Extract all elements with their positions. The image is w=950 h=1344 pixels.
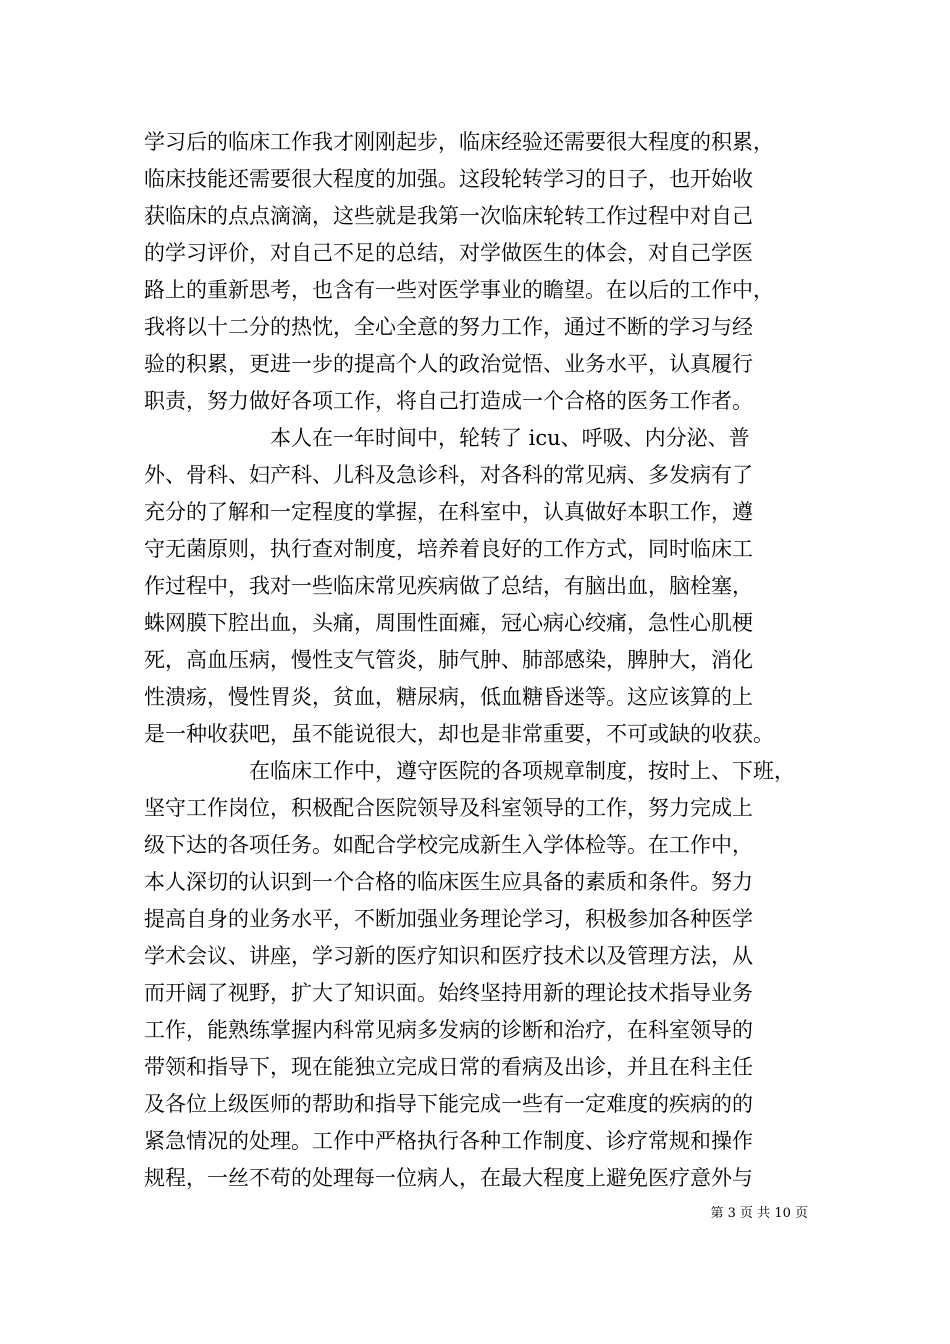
text-line: 规程，一丝不苟的处理每一位病人，在最大程度上避免医疗意外与 (144, 1166, 753, 1190)
text-line: 外、骨科、妇产科、儿科及急诊科，对各科的常见病、多发病有了 (144, 463, 753, 487)
text-line: 我将以十二分的热忱，全心全意的努力工作，通过不断的学习与经 (144, 315, 753, 339)
text-line: 的学习评价，对自己不足的总结，对学做医生的体会，对自己学医 (144, 241, 753, 265)
text-line: 学习后的临床工作我才刚刚起步，临床经验还需要很大程度的积累， (144, 130, 774, 154)
text-line: 蛛网膜下腔出血，头痛，周围性面瘫，冠心病心绞痛，急性心肌梗 (144, 611, 753, 635)
text-line: 作过程中，我对一些临床常见疾病做了总结，有脑出血，脑栓塞， (144, 574, 753, 598)
text-line: 本人在一年时间中，轮转了 icu、呼吸、内分泌、普 (144, 426, 750, 450)
text-line: 验的积累，更进一步的提高个人的政治觉悟、业务水平，认真履行 (144, 352, 753, 376)
text-line: 守无菌原则，执行查对制度，培养着良好的工作方式，同时临床工 (144, 537, 753, 561)
text-line: 路上的重新思考，也含有一些对医学事业的瞻望。在以后的工作中， (144, 278, 774, 302)
text-line: 级下达的各项任务。如配合学校完成新生入学体检等。在工作中， (144, 833, 753, 857)
text-line: 在临床工作中，遵守医院的各项规章制度，按时上、下班， (144, 759, 795, 783)
text-line: 提高自身的业务水平，不断加强业务理论学习，积极参加各种医学 (144, 907, 753, 931)
text-line: 而开阔了视野，扩大了知识面。始终坚持用新的理论技术指导业务 (144, 981, 753, 1005)
text-line: 充分的了解和一定程度的掌握，在科室中，认真做好本职工作，遵 (144, 500, 753, 524)
text-line: 带领和指导下，现在能独立完成日常的看病及出诊，并且在科主任 (144, 1055, 753, 1079)
text-line: 性溃疡，慢性胃炎，贫血，糖尿病，低血糖昏迷等。这应该算的上 (144, 685, 753, 709)
text-line: 工作，能熟练掌握内科常见病多发病的诊断和治疗，在科室领导的 (144, 1018, 753, 1042)
text-line: 学术会议、讲座，学习新的医疗知识和医疗技术以及管理方法，从 (144, 944, 753, 968)
text-line: 是一种收获吧，虽不能说很大，却也是非常重要，不可或缺的收获。 (144, 722, 774, 746)
text-line: 紧急情况的处理。工作中严格执行各种工作制度、诊疗常规和操作 (144, 1129, 753, 1153)
text-line: 坚守工作岗位，积极配合医院领导及科室领导的工作，努力完成上 (144, 796, 753, 820)
text-line: 获临床的点点滴滴，这些就是我第一次临床轮转工作过程中对自己 (144, 204, 753, 228)
page-number-footer: 第 3 页 共 10 页 (710, 1206, 808, 1221)
text-line: 本人深切的认识到一个合格的临床医生应具备的素质和条件。努力 (144, 870, 753, 894)
text-line: 及各位上级医师的帮助和指导下能完成一些有一定难度的疾病的的 (144, 1092, 753, 1116)
text-line: 职责，努力做好各项工作，将自己打造成一个合格的医务工作者。 (144, 389, 753, 413)
text-line: 死，高血压病，慢性支气管炎，肺气肿、肺部感染，脾肿大，消化 (144, 648, 753, 672)
text-line: 临床技能还需要很大程度的加强。这段轮转学习的日子，也开始收 (144, 167, 753, 191)
